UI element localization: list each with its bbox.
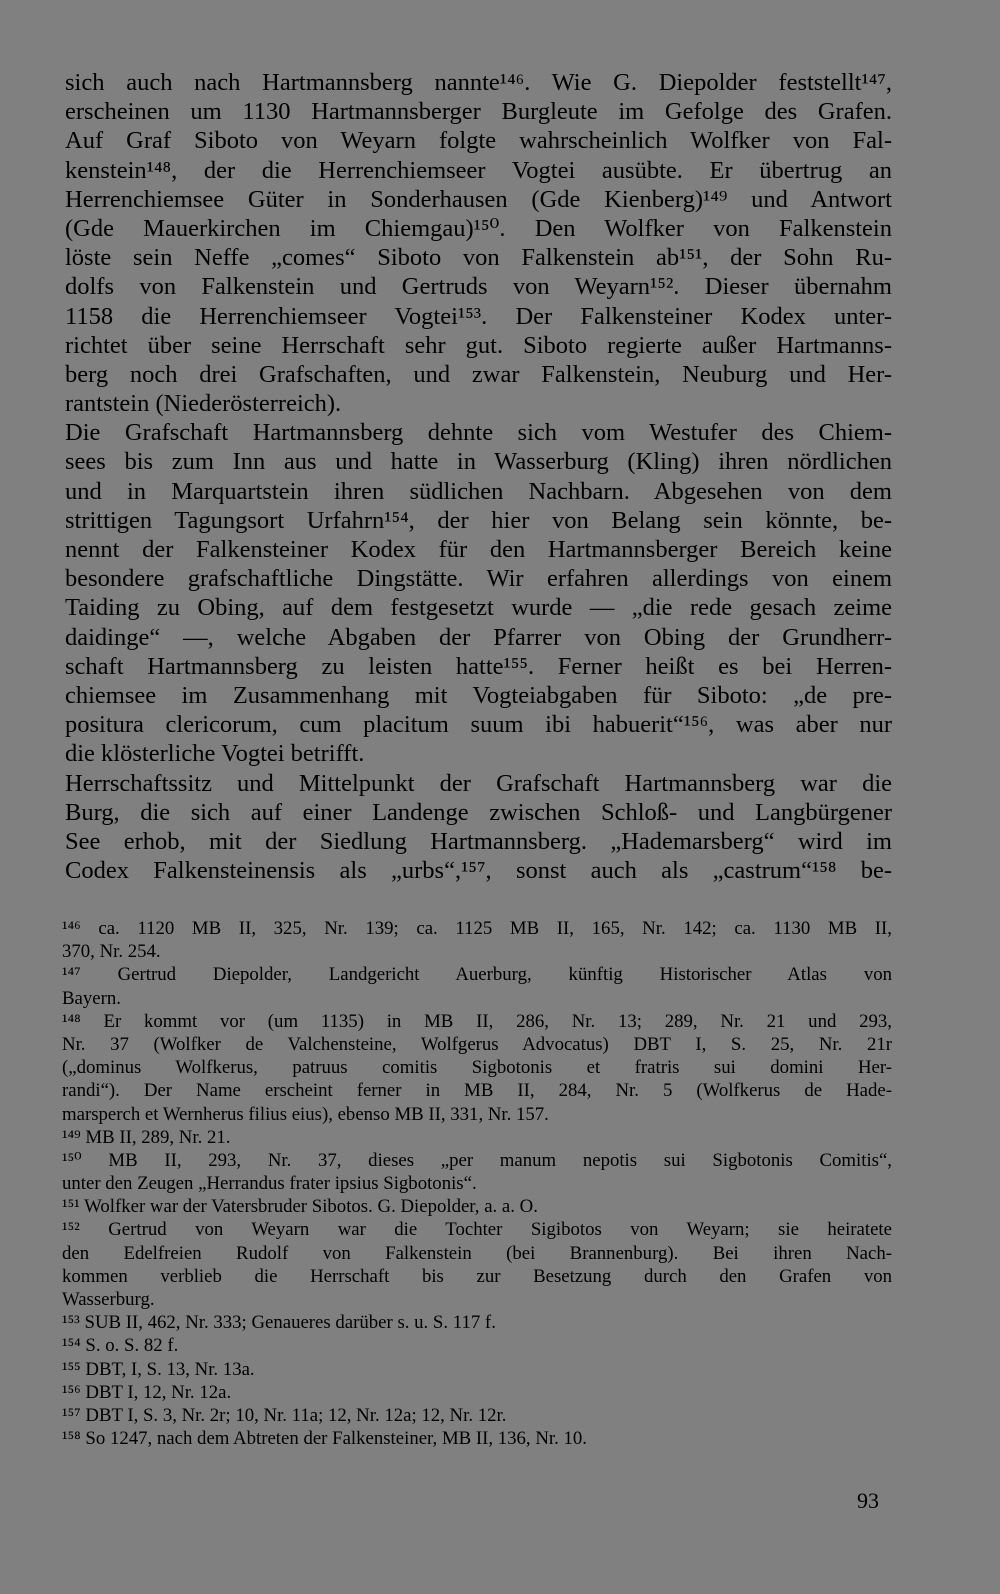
footnote-line: ¹⁵⁵ DBT, I, S. 13, Nr. 13a.: [62, 1358, 255, 1380]
footnote-line: randi“). Der Name erscheint ferner in MB II, 284, Nr. 5 (Wolfkerus de Hade-: [62, 1080, 892, 1102]
footnotes: [62, 917, 892, 1450]
footnote-line: ¹⁴⁹ MB II, 289, Nr. 21.: [62, 1126, 231, 1148]
footnote-line: ¹⁴⁷ Gertrud Diepolder, Landgericht Auerburg, künftig Historischer Atlas von: [62, 964, 892, 986]
footnote-line: Wasserburg.: [62, 1289, 155, 1310]
text-line: berg noch drei Grafschaften, und zwar Falkenstein, Neuburg und Her-: [65, 360, 892, 388]
footnote-line: ¹⁵⁶ DBT I, 12, Nr. 12a.: [62, 1381, 232, 1403]
text-line: kenstein¹⁴⁸, der die Herrenchiemseer Vogtei ausübte. Er übertrug an: [65, 156, 892, 184]
text-line: Herrschaftssitz und Mittelpunkt der Grafschaft Hartmannsberg war die: [65, 769, 892, 797]
text-line: besondere grafschaftliche Dingstätte. Wir erfahren allerdings von einem: [65, 565, 892, 593]
text-line: und in Marquartstein ihren südlichen Nachbarn. Abgesehen von dem: [65, 477, 892, 505]
text-line: rantstein (Niederösterreich).: [65, 390, 342, 418]
text-line: daidinge“ —, welche Abgaben der Pfarrer von Obing der Grundherr-: [65, 623, 892, 651]
text-line: strittigen Tagungsort Urfahrn¹⁵⁴, der hier von Belang sein könnte, be-: [65, 506, 892, 534]
footnote-line: („dominus Wolfkerus, patruus comitis Sigbotonis et fratris sui domini Her-: [62, 1057, 892, 1079]
text-line: See erhob, mit der Siedlung Hartmannsberg. „Hademarsberg“ wird im: [65, 827, 892, 855]
text-line: schaft Hartmannsberg zu leisten hatte¹⁵⁵. Ferner heißt es bei Herren-: [65, 652, 892, 680]
text-line: Burg, die sich auf einer Landenge zwischen Schloß- und Langbürgener: [65, 798, 892, 826]
footnote-line: ¹⁵³ SUB II, 462, Nr. 333; Genaueres darüber s. u. S. 117 f.: [62, 1312, 496, 1334]
footnote-line: ¹⁵⁸ So 1247, nach dem Abtreten der Falkensteiner, MB II, 136, Nr. 10.: [62, 1428, 587, 1450]
text-line: chiemsee im Zusammenhang mit Vogteiabgaben für Siboto: „de pre-: [65, 681, 892, 709]
footnote-line: kommen verblieb die Herrschaft bis zur Besetzung durch den Grafen von: [62, 1265, 892, 1287]
footnote-line: den Edelfreien Rudolf von Falkenstein (bei Brannenburg). Bei ihren Nach-: [62, 1242, 892, 1264]
text-line: Die Grafschaft Hartmannsberg dehnte sich vom Westufer des Chiem-: [65, 419, 892, 447]
text-line: erscheinen um 1130 Hartmannsberger Burgleute im Gefolge des Grafen.: [65, 98, 892, 126]
footnote-line: ¹⁴⁸ Er kommt vor (um 1135) in MB II, 286, Nr. 13; 289, Nr. 21 und 293,: [62, 1010, 892, 1032]
text-line: sees bis zum Inn aus und hatte in Wasserburg (Kling) ihren nördlichen: [65, 448, 892, 476]
text-line: Codex Falkensteinensis als „urbs“,¹⁵⁷, sonst auch als „castrum“¹⁵⁸ be-: [65, 857, 892, 885]
footnote-line: unter den Zeugen „Herrandus frater ipsius Sigbotonis“.: [62, 1173, 477, 1195]
text-line: löste sein Neffe „comes“ Siboto von Falkenstein ab¹⁵¹, der Sohn Ru-: [65, 244, 892, 272]
text-line: dolfs von Falkenstein und Gertruds von Weyarn¹⁵². Dieser übernahm: [65, 273, 892, 301]
text-line: Auf Graf Siboto von Weyarn folgte wahrscheinlich Wolfker von Fal-: [65, 127, 892, 155]
footnote-line: 370, Nr. 254.: [62, 941, 161, 963]
text-line: positura clericorum, cum placitum suum ibi habuerit“¹⁵⁶, was aber nur: [65, 711, 892, 739]
footnote-line: ¹⁴⁶ ca. 1120 MB II, 325, Nr. 139; ca. 1125 MB II, 165, Nr. 142; ca. 1130 MB II,: [62, 918, 892, 939]
footnote-line: ¹⁵⁰ MB II, 293, Nr. 37, dieses „per manum nepotis sui Sigbotonis Comitis“,: [62, 1149, 892, 1171]
text-line: 1158 die Herrenchiemseer Vogtei¹⁵³. Der Falkensteiner Kodex unter-: [65, 302, 892, 330]
text-line: Taiding zu Obing, auf dem festgesetzt wurde — „die rede gesach zeime: [65, 594, 892, 622]
page-number: 93: [857, 1488, 879, 1513]
footnote-line: ¹⁵¹ Wolfker war der Vatersbruder Sibotos. G. Diepolder, a. a. O.: [62, 1196, 538, 1218]
footnote-line: ¹⁵² Gertrud von Weyarn war die Tochter Sigibotos von Weyarn; sie heiratete: [62, 1219, 892, 1241]
text-line: richtet über seine Herrschaft sehr gut. Siboto regierte außer Hartmanns-: [65, 331, 892, 359]
main-text: [65, 68, 892, 885]
text-line: die klösterliche Vogtei betrifft.: [65, 740, 365, 768]
text-line: nennt der Falkensteiner Kodex für den Hartmannsberger Bereich keine: [65, 536, 892, 563]
text-line: Herrenchiemsee Güter in Sonderhausen (Gde Kienberg)¹⁴⁹ und Antwort: [65, 185, 892, 213]
text-line: sich auch nach Hartmannsberg nannte¹⁴⁶. Wie G. Diepolder feststellt¹⁴⁷,: [65, 69, 892, 96]
footnote-line: Bayern.: [62, 987, 121, 1009]
text-line: (Gde Mauerkirchen im Chiemgau)¹⁵⁰. Den Wolfker von Falkenstein: [65, 214, 892, 242]
footnote-line: ¹⁵⁴ S. o. S. 82 f.: [62, 1335, 179, 1357]
footnote-line: Nr. 37 (Wolfker de Valchensteine, Wolfgerus Advocatus) DBT I, S. 25, Nr. 21r: [62, 1033, 892, 1055]
footnote-line: marsperch et Wernherus filius eius), ebenso MB II, 331, Nr. 157.: [62, 1103, 549, 1125]
footnote-line: ¹⁵⁷ DBT I, S. 3, Nr. 2r; 10, Nr. 11a; 12, Nr. 12a; 12, Nr. 12r.: [62, 1404, 507, 1426]
